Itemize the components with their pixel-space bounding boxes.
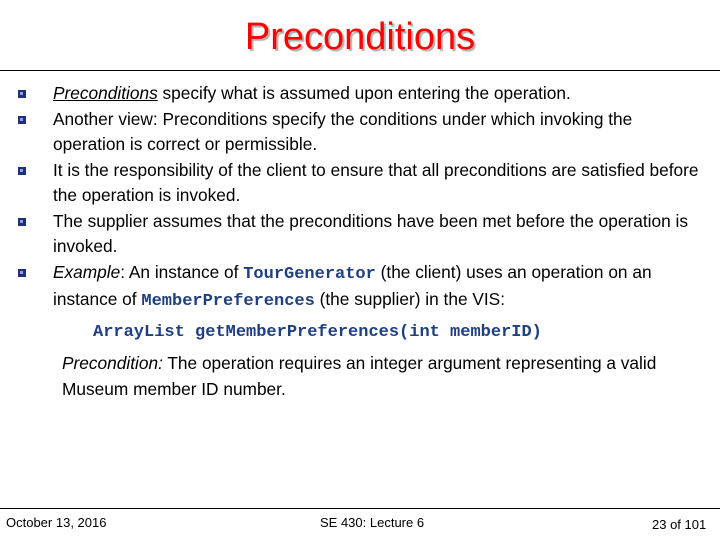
footer-course: SE 430: Lecture 6 — [320, 515, 425, 530]
bullet-list — [18, 81, 708, 315]
bullet-text: Another view: Preconditions specify the conditions under which invoking the operation is correct or permissible. — [53, 108, 633, 154]
slide-title: Preconditions — [244, 16, 476, 58]
bullet-text: specify what is assumed upon entering the operation. — [157, 83, 571, 103]
bullet-item — [18, 260, 708, 315]
bullet-text: (the client) uses an operation on an instance of — [53, 261, 652, 309]
square-bullet-icon — [18, 218, 26, 226]
square-bullet-icon — [18, 90, 26, 98]
code-class-name: TourGenerator — [243, 264, 376, 284]
method-signature: ArrayList getMemberPreferences(int memberID) — [93, 323, 542, 342]
bullet-text: : An instance of — [120, 261, 244, 282]
bullet-item — [18, 107, 708, 158]
bullet-text: It is the responsibility of the client to ensure that all preconditions are satisfied before the operation is invoked. — [53, 159, 699, 205]
footer-divider — [0, 508, 720, 509]
bullet-item — [18, 158, 708, 209]
square-bullet-icon — [18, 116, 26, 124]
precondition-note — [62, 351, 702, 402]
square-bullet-icon — [18, 269, 26, 277]
title-divider — [0, 70, 720, 71]
bullet-text: (the supplier) in the VIS: — [314, 289, 506, 309]
footer-date: October 13, 2016 — [6, 515, 107, 530]
precondition-text: The operation requires an integer argument representing a valid Museum member ID number. — [62, 353, 657, 399]
bullet-text: The supplier assumes that the preconditions have been met before the operation is invoked. — [53, 210, 688, 256]
footer-page-number: 23 of 101 — [652, 517, 707, 532]
precondition-label: Precondition: — [62, 353, 163, 373]
bullet-item — [18, 209, 708, 260]
bullet-item — [18, 81, 708, 107]
bullet-lead-term: Preconditions — [53, 83, 158, 103]
square-bullet-icon — [18, 167, 26, 175]
code-class-name: MemberPreferences — [141, 292, 315, 311]
bullet-lead-term: Example — [53, 261, 121, 282]
